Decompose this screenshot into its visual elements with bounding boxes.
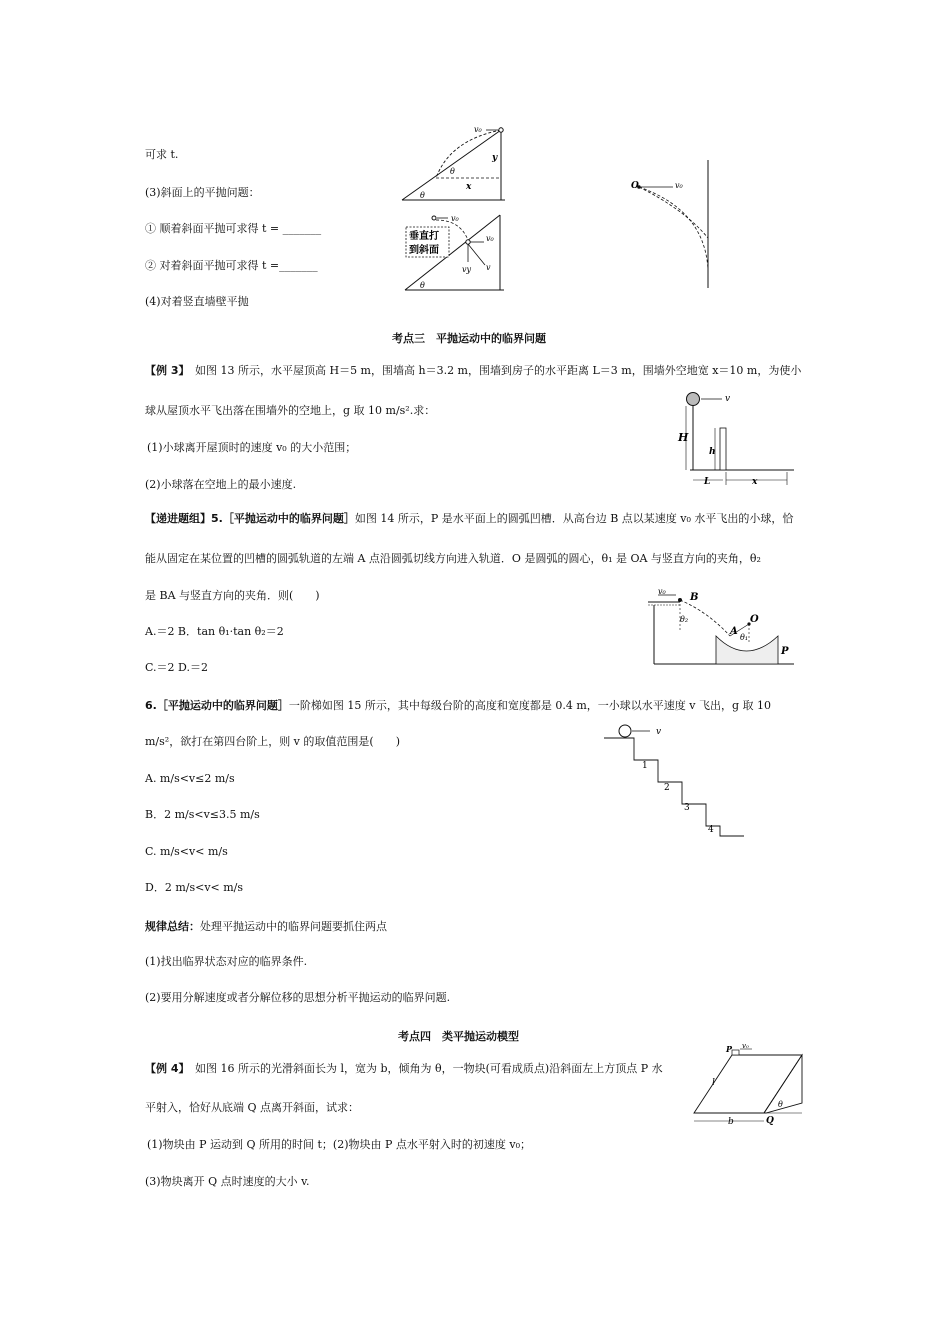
label-O: O	[631, 181, 639, 191]
question-text: 一阶梯如图 15 所示，其中每级台阶的高度和宽度都是 0.4 m，一小球以水平速度 v 飞出，g 取 10	[288, 699, 771, 712]
label-x: x	[466, 182, 472, 192]
example-text: 如图 16 所示的光滑斜面长为 l，宽为 b，倾角为 θ，一物块(可看成质点)沿斜面左上方顶点 P 水	[194, 1062, 663, 1075]
text-line: ② 对着斜面平抛可求得 t =_______	[145, 259, 318, 272]
option-line: A.＝2 B．tan θ₁·tan θ₂＝2	[145, 625, 284, 638]
label-theta2: θ₂	[680, 615, 689, 624]
figure-13-roof-wall	[672, 388, 797, 488]
label-P: P	[726, 1044, 733, 1054]
label-v0: v₀	[658, 587, 666, 596]
text-line: (3)斜面上的平抛问题：	[145, 186, 260, 199]
text-line: 能从固定在某位置的凹槽的圆弧轨道的左端 A 点沿圆弧切线方向进入轨道．O 是圆弧的圆心，θ₁ 是 OA 与竖直方向的夹角，θ₂	[145, 552, 761, 565]
text-line: 球从屋顶水平飞出落在围墙外的空地上，g 取 10 m/s².求：	[145, 404, 436, 417]
text-line: ① 顺着斜面平抛可求得 t = _______	[145, 222, 322, 235]
label-vy: vy	[462, 265, 472, 274]
label-v0: v₀	[742, 1042, 749, 1050]
label-v0: v₀	[451, 214, 459, 223]
label-A: A	[730, 626, 738, 637]
label-v0: v₀	[675, 181, 683, 190]
step-label: 2	[664, 783, 670, 793]
box-label: 到斜面	[409, 245, 439, 256]
question-3: (3)物块离开 Q 点时速度的大小 v.	[145, 1175, 310, 1188]
option-line: C. m/s<v< m/s	[145, 845, 228, 858]
option-line: A. m/s<v≤2 m/s	[145, 772, 235, 785]
group-tag: 【递进题组】	[145, 512, 211, 525]
label-theta: θ	[778, 1100, 783, 1109]
label-H: H	[678, 431, 689, 444]
label-v: v	[656, 727, 662, 737]
example-3-line	[145, 364, 801, 378]
example-tag: 【例 3】	[145, 364, 184, 377]
text-line: 平射入，恰好从底端 Q 点离开斜面，试求：	[145, 1101, 360, 1114]
step-label: 3	[684, 803, 690, 813]
box-label: 垂直打	[409, 231, 439, 242]
label-L: L	[704, 477, 711, 487]
label-theta1: θ₁	[740, 633, 749, 642]
figure-15-staircase	[602, 720, 750, 840]
text-line: (4)对着竖直墙壁平抛	[145, 295, 249, 308]
option-line: C.＝2 D.＝2	[145, 661, 208, 674]
question-5-line	[145, 512, 793, 526]
label-theta: θ	[450, 167, 455, 176]
option-line: D．2 m/s<v< m/s	[145, 881, 244, 894]
option-line: B．2 m/s<v≤3.5 m/s	[145, 808, 260, 821]
question-1: (1)物块由 P 运动到 Q 所用的时间 t；(2)物块由 P 点水平射入时的初速度 v₀；	[147, 1138, 531, 1151]
question-head: 5.［平抛运动中的临界问题］	[211, 512, 355, 525]
section-title: 考点三 平抛运动中的临界问题	[392, 332, 546, 345]
question-6-line	[145, 699, 771, 713]
step-label: 4	[708, 825, 714, 835]
step-label: 1	[642, 761, 648, 771]
text-line: 可求 t.	[145, 148, 179, 161]
label-b: b	[728, 1117, 734, 1126]
section-title: 考点四 类平抛运动模型	[398, 1030, 519, 1043]
label-B: B	[690, 592, 699, 603]
label-Q: Q	[766, 1116, 774, 1126]
question-head: 6.［平抛运动中的临界问题］	[145, 699, 289, 712]
label-x: x	[752, 477, 758, 487]
label-y: y	[492, 153, 498, 163]
label-O: O	[750, 614, 759, 625]
label-v0: v₀	[474, 125, 482, 134]
summary-line	[145, 920, 387, 934]
label-h: h	[709, 447, 716, 457]
figure-incline-perpendicular	[400, 210, 510, 292]
question-text: 如图 14 所示，P 是水平面上的圆弧凹槽．从高台边 B 点以某速度 v₀ 水平飞出的小球，恰	[354, 512, 794, 525]
text-line: (1)找出临界状态对应的临界条件.	[145, 955, 308, 968]
label-P: P	[781, 646, 789, 657]
label-v: v	[486, 263, 491, 272]
example-4-line	[145, 1062, 663, 1076]
figure-incline-along	[400, 122, 510, 204]
example-tag: 【例 4】	[145, 1062, 184, 1075]
figure-14-arc-groove	[646, 586, 796, 668]
summary-label: 规律总结：	[145, 920, 200, 933]
figure-16-smooth-incline	[686, 1041, 811, 1126]
text-line: 是 BA 与竖直方向的夹角．则( )	[145, 589, 320, 602]
label-v0: v₀	[486, 234, 494, 243]
label-v: v	[725, 394, 731, 404]
question-1: (1)小球离开屋顶时的速度 v₀ 的大小范围；	[147, 441, 357, 454]
text-line: m/s²，欲打在第四台阶上，则 v 的取值范围是( )	[145, 735, 400, 748]
text-line: (2)要用分解速度或者分解位移的思想分析平抛运动的临界问题.	[145, 991, 451, 1004]
example-text: 如图 13 所示，水平屋顶高 H＝5 m，围墙高 h＝3.2 m，围墙到房子的水平距离 L＝3 m，围墙外空地宽 x＝10 m，为使小	[194, 364, 802, 377]
label-theta: θ	[420, 281, 425, 290]
figure-vertical-wall	[625, 160, 725, 290]
summary-text: 处理平抛运动中的临界问题要抓住两点	[200, 920, 387, 933]
question-2: (2)小球落在空地上的最小速度.	[145, 478, 297, 491]
label-l: l	[712, 1078, 715, 1088]
label-theta: θ	[420, 191, 425, 200]
